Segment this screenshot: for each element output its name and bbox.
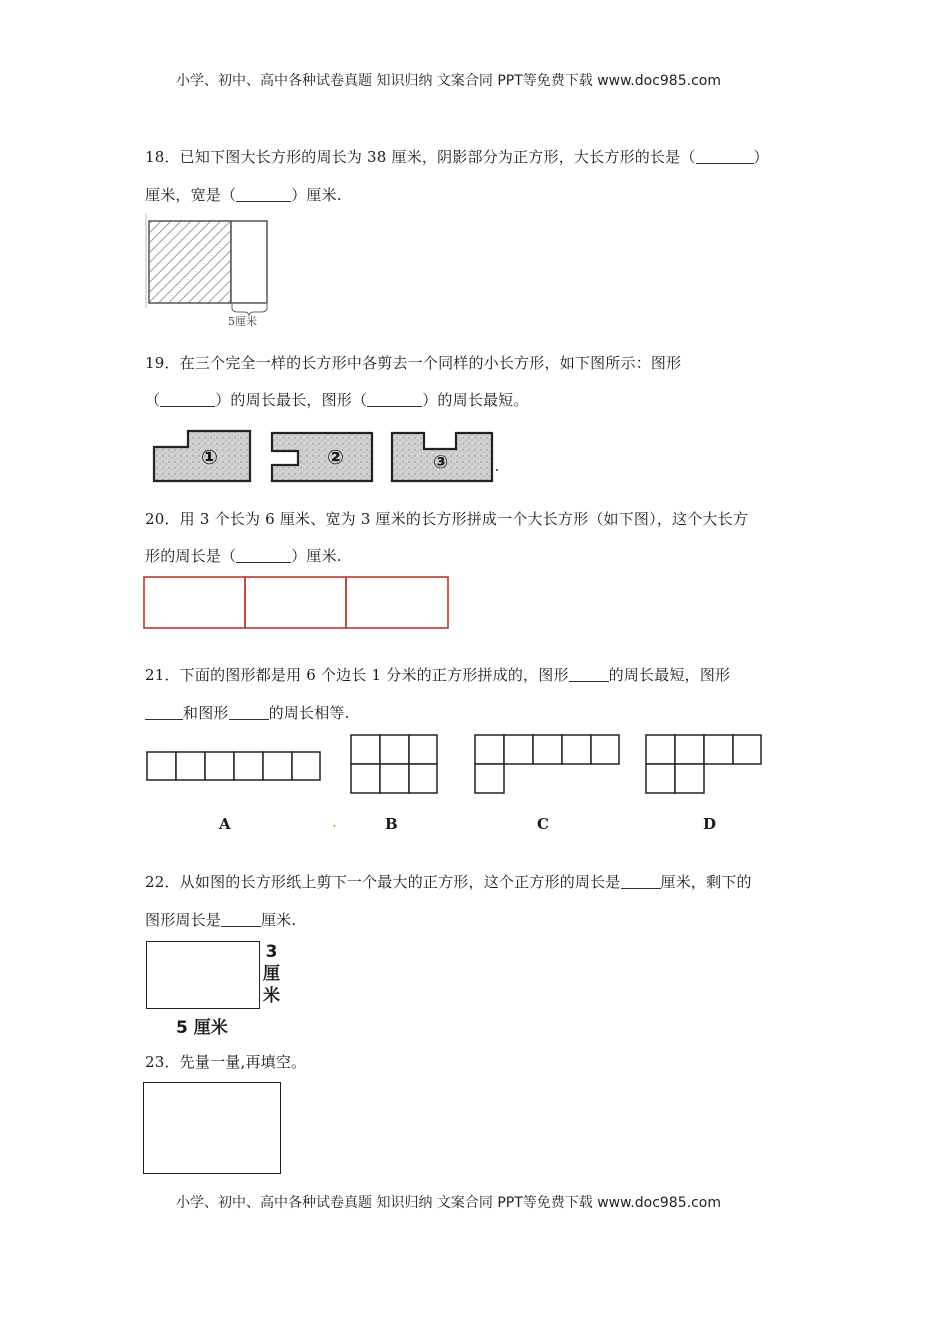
q19-blank-longest[interactable] xyxy=(160,391,215,407)
q20-line2 xyxy=(145,545,342,566)
q20-blank-perimeter[interactable] xyxy=(236,547,291,563)
q20-rect-2 xyxy=(245,577,346,628)
q18-blank-width[interactable] xyxy=(236,186,291,202)
q19-text-a: （ xyxy=(145,391,161,409)
q19-blank-shortest[interactable] xyxy=(367,391,422,407)
q22-text-d: 厘米. xyxy=(261,911,297,929)
q19-label-1: ① xyxy=(201,445,218,469)
q20-figure xyxy=(143,576,451,630)
q20-text-a: 形的周长是（ xyxy=(145,547,237,565)
q22-text-b: 厘米，剩下的 xyxy=(660,873,752,891)
q21-label-a: A xyxy=(219,815,231,833)
q18-text-a: 18．已知下图大长方形的周长为 38 厘米，阴影部分为正方形，大长方形的长是（ xyxy=(145,148,696,166)
q21-shape-d xyxy=(646,735,761,793)
q21-shape-c xyxy=(475,735,619,793)
q18-figure xyxy=(140,212,280,332)
q21-label-c: C xyxy=(537,815,549,833)
q19-text-b: ）的周长最长，图形（ xyxy=(215,391,368,409)
q22-line2 xyxy=(145,909,296,930)
q21-shape-a xyxy=(147,752,320,780)
q21-text-d: 的周长相等. xyxy=(268,704,350,722)
q23-line1: 23．先量一量,再填空。 xyxy=(145,1053,307,1071)
q19-text-c: ）的周长最短。 xyxy=(422,391,529,409)
q21-line1 xyxy=(145,664,730,685)
q21-label-b: B xyxy=(385,815,398,833)
q18-dimension-label: 5厘米 xyxy=(228,315,257,328)
q22-text-a: 22．从如图的长方形纸上剪下一个最大的正方形，这个正方形的周长是 xyxy=(145,873,621,891)
q21-figure xyxy=(140,728,770,798)
q23-rectangle xyxy=(143,1082,281,1174)
q18-text-d: ）厘米. xyxy=(291,186,342,204)
q19-label-2: ② xyxy=(327,445,344,469)
q20-rect-1 xyxy=(144,577,245,628)
page-header: 小学、初中、高中各种试卷真题 知识归纳 文案合同 PPT等免费下载 www.doc985.com xyxy=(176,73,721,89)
q21-text-c: 和图形 xyxy=(183,704,229,722)
q22-line1 xyxy=(145,871,752,892)
q21-line2 xyxy=(145,702,350,723)
q22-rectangle xyxy=(146,941,260,1009)
q20-text-b: ）厘米. xyxy=(291,547,342,565)
q18-line2 xyxy=(145,184,342,205)
q22-blank-square-perimeter[interactable] xyxy=(621,873,661,889)
q22-blank-remaining-perimeter[interactable] xyxy=(221,911,261,927)
q19-line2 xyxy=(145,389,529,410)
q22-height-label: 3 厘 米 xyxy=(263,942,280,1006)
q20-line1: 20．用 3 个长为 6 厘米、宽为 3 厘米的长方形拼成一个大长方形（如下图），这个大长方 xyxy=(145,510,749,528)
q20-rect-3 xyxy=(346,577,448,628)
q19-line1: 19．在三个完全一样的长方形中各剪去一个同样的小长方形，如下图所示：图形 xyxy=(145,354,682,372)
q21-shape-b xyxy=(351,735,437,793)
q21-blank-equal-2[interactable] xyxy=(229,704,269,720)
q19-shape-2 xyxy=(272,433,372,481)
q18-shaded-square xyxy=(149,221,231,303)
q21-text-b: 的周长最短，图形 xyxy=(608,666,731,684)
q18-blank-length[interactable] xyxy=(696,148,754,164)
q18-text-b: ） xyxy=(753,148,769,166)
q21-stray-dot: . xyxy=(332,813,337,831)
q19-label-3: ③ xyxy=(433,452,449,473)
q18-white-strip xyxy=(231,221,267,303)
q21-blank-shortest[interactable] xyxy=(569,666,609,682)
q21-blank-equal-1[interactable] xyxy=(145,704,183,720)
q18-line1 xyxy=(145,146,769,167)
q22-text-c: 图形周长是 xyxy=(145,911,222,929)
q18-text-c: 厘米，宽是（ xyxy=(145,186,237,204)
q21-text-a: 21．下面的图形都是用 6 个边长 1 分米的正方形拼成的，图形 xyxy=(145,666,569,684)
q22-width-label: 5 厘米 xyxy=(176,1018,228,1038)
page-footer: 小学、初中、高中各种试卷真题 知识归纳 文案合同 PPT等免费下载 www.doc985.com xyxy=(176,1195,721,1211)
q21-label-d: D xyxy=(703,815,717,833)
